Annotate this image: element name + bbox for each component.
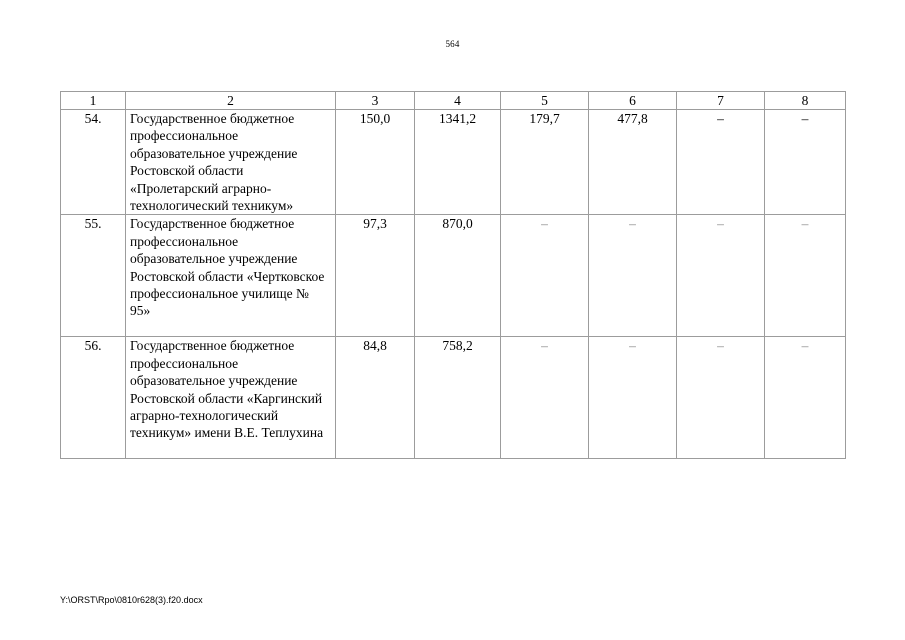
header-cell: 7 <box>677 92 765 110</box>
footer-file-path: Y:\ORST\Rpo\0810r628(3).f20.docx <box>60 595 203 605</box>
header-cell: 6 <box>589 92 677 110</box>
value-col-4: 758,2 <box>415 337 501 459</box>
page-number: 564 <box>445 39 460 49</box>
institution-name: Государственное бюджетное профессиональное образовательное учреждение Ростовской области «Чертковское профессиональное училище № 95» <box>126 215 336 337</box>
institution-name: Государственное бюджетное профессиональное образовательное учреждение Ростовской области «Каргинский аграрно-технологический техникум» имени В.Е. Теплухина <box>126 337 336 459</box>
table-header-row <box>61 92 846 110</box>
value-col-3: 84,8 <box>336 337 415 459</box>
header-cell: 4 <box>415 92 501 110</box>
value-col-7: – <box>677 337 765 459</box>
value-col-7: – <box>677 110 765 215</box>
row-number: 54. <box>61 110 126 215</box>
table-row <box>61 110 846 215</box>
header-cell: 2 <box>126 92 336 110</box>
header-cell: 3 <box>336 92 415 110</box>
value-col-8: – <box>765 215 846 337</box>
value-col-5: 179,7 <box>501 110 589 215</box>
value-col-8: – <box>765 110 846 215</box>
header-cell: 5 <box>501 92 589 110</box>
table-row <box>61 215 846 337</box>
value-col-6: – <box>589 215 677 337</box>
table-row <box>61 337 846 459</box>
value-col-5: – <box>501 215 589 337</box>
value-col-3: 150,0 <box>336 110 415 215</box>
row-number: 55. <box>61 215 126 337</box>
value-col-7: – <box>677 215 765 337</box>
value-col-3: 97,3 <box>336 215 415 337</box>
header-cell: 8 <box>765 92 846 110</box>
data-table <box>60 91 846 459</box>
value-col-4: 1341,2 <box>415 110 501 215</box>
value-col-6: – <box>589 337 677 459</box>
value-col-6: 477,8 <box>589 110 677 215</box>
row-number: 56. <box>61 337 126 459</box>
value-col-4: 870,0 <box>415 215 501 337</box>
institution-name: Государственное бюджетное профессиональное образовательное учреждение Ростовской области «Пролетарский аграрно-технологический техникум» <box>126 110 336 215</box>
value-col-8: – <box>765 337 846 459</box>
value-col-5: – <box>501 337 589 459</box>
header-cell: 1 <box>61 92 126 110</box>
